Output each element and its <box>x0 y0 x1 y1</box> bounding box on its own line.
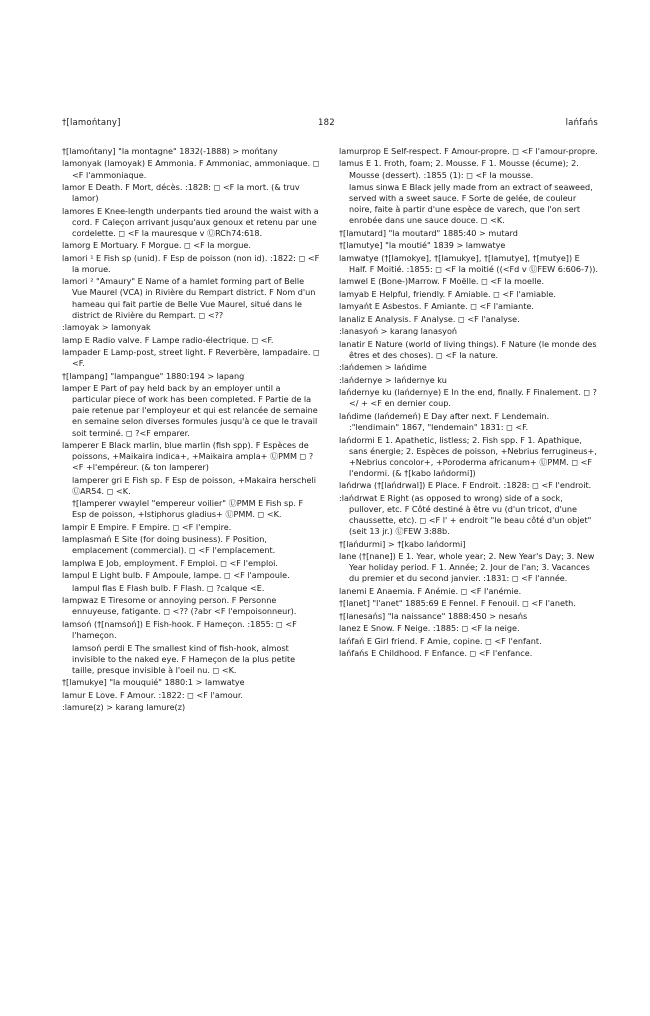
dictionary-entry: †[lamońtany] "la montagne" 1832(-1888) > mońtany <box>62 146 278 156</box>
dictionary-entry: lampwaz E Tiresome or annoying person. F Personne ennuyeuse, fatigante. ◻ <?? (?abr <F l'empoisonneur). <box>62 595 297 617</box>
dictionary-entry: lanaliz E Analysis. F Analyse. ◻ <F l'analyse. <box>339 313 520 324</box>
dictionary-entry: lańfańs E Childhood. F Enfance. ◻ <F l'enfance. <box>339 648 533 659</box>
dictionary-entry: :lańdemen > lańdime <box>339 362 427 373</box>
dictionary-entry: lamperer gri E Fish sp. F Esp de poisson, +Makaira herscheli ⓊAR54. ◻ <K. <box>72 474 316 496</box>
dictionary-entry: †[lamperer vwaylel "empereur voilier" ⓊPMM E Fish sp. F Esp de poisson, +Istiphorus gladius+ ⓊPMM. ◻ <K. <box>72 498 304 520</box>
dictionary-entry: lanez E Snow. F Neige. :1885: ◻ <F la neige. <box>339 623 520 634</box>
dictionary-entry: lanatir E Nature (world of living things). F Nature (le monde des êtres et des choses). ◻ <F la nature. <box>339 338 597 360</box>
dictionary-entry: lamperer E Black marlin, blue marlin (fish spp). F Espèces de poissons, +Maikaira indica+, +Maikaira ampla+ ⓊPMM ◻ ?<F +l'empéreur. (& ton lamperer) <box>62 440 314 473</box>
dictionary-entry: lamus sinwa E Black jelly made from an extract of seaweed, served with a sweet sauce. F Sorte de gelée, de couleur noire, faite à partir d'une espèce de varech, que l'on sert enrobée dans une sauce douce. ◻ <K. <box>349 182 593 226</box>
dictionary-entry: lańdime (lańdemeń) E Day after next. F Lendemain. :"lendimain" 1867, "lendemain" 1831: ◻ <F. <box>339 410 550 433</box>
dictionary-entry: lamyab E Helpful, friendly. F Amiable. ◻ <F l'amiable. <box>339 288 556 299</box>
dictionary-entry: †[lampang] "lampangue" 1880:194 > lapang <box>62 370 245 381</box>
dictionary-entry: †[lamukye] "la mouquié" 1880:1 > lamwatye <box>62 677 245 688</box>
dictionary-entry: lamori ¹ E Fish sp (unid). F Esp de poisson (non id). :1822: ◻ <F la morue. <box>62 252 320 274</box>
dictionary-entry: †[lańdurmi] > †[kabo lańdormi] <box>339 538 466 549</box>
dictionary-entry: lamur E Love. F Amour. :1822: ◻ <F l'amour. <box>62 689 243 700</box>
dictionary-entry: :lańdrwat E Right (as opposed to wrong) side of a sock, pullover, etc. F Côté destiné à être vu (d'un tricot, d'une chaussette, etc). ◻ <F l' + endroit "le beau côté d'un objet" (seit 13 jr.) ⓊFEW 3:88b. <box>339 492 592 537</box>
dictionary-entry: lamores E Knee-length underpants tied around the waist with a cord. F Caleçon arrivant jusqu'aux genoux et retenu par une cordelette. ◻ <F la mauresque v ⓊRCh74:618. <box>62 205 319 238</box>
dictionary-entry: lamplasmań E Site (for doing business). F Position, emplacement (commercial). ◻ <F l'emplacement. <box>62 534 276 556</box>
dictionary-entry: :lamoyak > lamonyak <box>62 322 151 333</box>
dictionary-entry: †[lamutye] "la moutié" 1839 > lamwatye <box>339 240 506 251</box>
dictionary-entry: lamus E 1. Froth, foam; 2. Mousse. F 1. Mousse (écume); 2. Mousse (dessert). :1855 (1): ◻ <F la mousse. <box>339 158 579 180</box>
dictionary-entry: :lamure(z) > karang lamure(z) <box>62 702 186 713</box>
left-column <box>62 146 320 715</box>
dictionary-entry: lańdormi E 1. Apathetic, listless; 2. Fish spp. F 1. Apathique, sans énergie; 2. Espèces de poisson, +Nebrius ferrugineus+, +Nebrius concolor+, +Poroderma africanum+ ⓊPMM. ◻ <F l'endormi. (& †[kabo lańdormi]) <box>339 434 597 478</box>
dictionary-entry: lańfań E Girl friend. F Amie, copine. ◻ <F l'enfant. <box>339 635 542 646</box>
dictionary-entry: lamorg E Mortuary. F Morgue. ◻ <F la morgue. <box>62 240 251 251</box>
dictionary-entry: lampul flas E Flash bulb. F Flash. ◻ ?calque <E. <box>72 582 265 593</box>
dictionary-entry: lane (†[nane]) E 1. Year, whole year; 2. New Year's Day; 3. New Year holiday period. F 1. Année; 2. Jour de l'an; 3. Vacances du premier et du second janvier. :1831: ◻ <F l'année. <box>339 551 595 584</box>
dictionary-entry: lamplwa E Job, employment. F Emploi. ◻ <F l'emploi. <box>62 557 279 568</box>
page-number: 182 <box>318 118 335 128</box>
dictionary-entry: lamwel E (Bone-)Marrow. F Moëlle. ◻ <F la moelle. <box>339 276 545 287</box>
dictionary-entry: †[lanet] "l'anet" 1885:69 E Fennel. F Fenouil. ◻ <F l'aneth. <box>339 598 576 609</box>
dictionary-entry: lampul E Light bulb. F Ampoule, lampe. ◻ <F l'ampoule. <box>62 570 290 581</box>
dictionary-entry: lamurprop E Self-respect. F Amour-propre. ◻ <F l'amour-propre. <box>339 146 598 156</box>
running-head-left: †[lamońtany] <box>62 118 121 128</box>
dictionary-entry: lamonyak (lamoyak) E Ammonia. F Ammoniac, ammoniaque. ◻ <F l'ammoniaque. <box>62 158 320 180</box>
dictionary-entry: lanemi E Anaemia. F Anémie. ◻ <F l'anémie. <box>339 585 522 596</box>
dictionary-entry: lamper E Part of pay held back by an employer until a particular piece of work has been completed. F Partie de la paie retenue par l'employeur et qui est relancée de semaine en semaine selon diverses formules jusqu'à ce que le travail soit terminé. ◻ ?<F emparer. <box>62 383 318 438</box>
dictionary-entry: lamwatye (†[lamokye], †[lamukye], †[lamutye], †[mutye]) E Half. F Moitié. :1855: ◻ <F la moitié ((<Fd v ⓊFEW 6:606-7)). <box>339 252 598 274</box>
dictionary-entry: :lanasyoń > karang lanasyoń <box>339 326 458 337</box>
dictionary-entry: lamori ² "Amaury" E Name of a hamlet forming part of Belle Vue Maurel (VCA) in Rivière du Rempart district. F Nom d'un hameau qui fait partie de Belle Vue Maurel, situé dans le district de Rivière du Rempart. ◻ <?? <box>62 276 316 320</box>
dictionary-entry: lańdernye ku (lańdernye) E In the end, finally. F Finalement. ◻ ?</ + <F en dernier coup. <box>339 387 597 409</box>
dictionary-entry: :lańdernye > lańdernye ku <box>339 374 447 385</box>
dictionary-entry: lamsoń perdi E The smallest kind of fish-hook, almost invisible to the naked eye. F Hameçon de la plus petite taille, presque invisible à l'oeil nu. ◻ <K. <box>72 642 296 675</box>
right-column <box>339 146 599 661</box>
dictionary-entry: †[lanesańs] "la naissance" 1888:450 > nesańs <box>339 610 528 621</box>
dictionary-entry: lampir E Empire. F Empire. ◻ <F l'empire. <box>62 521 232 532</box>
dictionary-entry: †[lamutard] "la moutard" 1885:40 > mutard <box>339 227 518 238</box>
dictionary-entry: lamsoń (†[namsoń]) E Fish-hook. F Hameçon. :1855: ◻ <F l'hameçon. <box>62 618 297 641</box>
dictionary-entry: lamp E Radio valve. F Lampe radio-électrique. ◻ <F. <box>62 334 274 345</box>
dictionary-entry: lamyańt E Asbestos. F Amiante. ◻ <F l'amiante. <box>339 301 534 312</box>
running-head-right: lańfańs <box>565 118 598 128</box>
dictionary-entry: lamor E Death. F Mort, décès. :1828: ◻ <F la mort. (& truv lamor) <box>62 182 300 204</box>
dictionary-entry: lampader E Lamp-post, street light. F Reverbère, lampadaire. ◻ <F. <box>62 347 320 369</box>
dictionary-entry: lańdrwa (†[lańdrwal]) E Place. F Endroit. :1828: ◻ <F l'endroit. <box>339 480 592 491</box>
